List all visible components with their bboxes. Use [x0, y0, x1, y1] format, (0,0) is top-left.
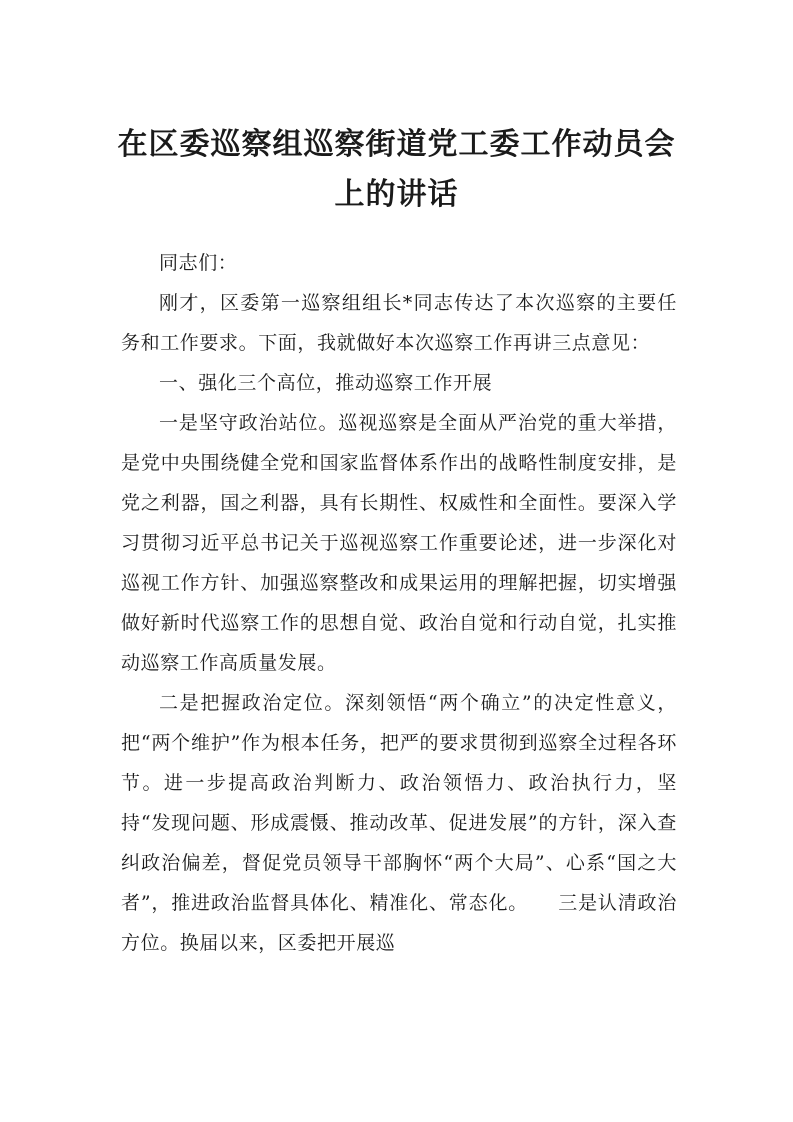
body-paragraph: 一是坚守政治站位。巡视巡察是全面从严治党的重大举措，是党中央围绕健全党和国家监督体系作出的战略性制度安排，是党之利器，国之利器，具有长期性、权威性和全面性。要深入学习贯彻习近平总书记关于巡视巡察工作重要论述，进一步深化对巡视工作方针、加强巡察整改和成果运用的理解把握，切实增强做好新时代巡察工作的思想自觉、政治自觉和行动自觉，扎实推动巡察工作高质量发展。: [121, 412, 677, 674]
body-paragraph: 二是把握政治定位。深刻领悟“两个确立”的决定性意义，把“两个维护”作为根本任务，把严的要求贯彻到巡察全过程各环节。进一步提高政治判断力、政治领悟力、政治执行力，坚持“发现问题、形成震慑、推动改革、促进发展”的方针，深入查纠政治偏差，督促党员领导干部胸怀“两个大局”、心系“国之大者”，推进政治监督具体化、精准化、常态化。 三是认清政治方位。换届以来，区委把开展巡: [121, 692, 677, 954]
document-title-line-1: 在区委巡察组巡察街道党工委工作动员会: [117, 127, 676, 162]
section-heading: 一、强化三个高位，推动巡察工作开展: [159, 372, 493, 394]
intro-paragraph: 刚才，区委第一巡察组组长*同志传达了本次巡察的主要任务和工作要求。下面，我就做好本次巡察工作再讲三点意见：: [121, 292, 677, 354]
document-body: [121, 243, 677, 963]
document-title-line-2: 上的讲话: [334, 177, 459, 212]
salutation-paragraph: 同志们：: [159, 252, 238, 274]
